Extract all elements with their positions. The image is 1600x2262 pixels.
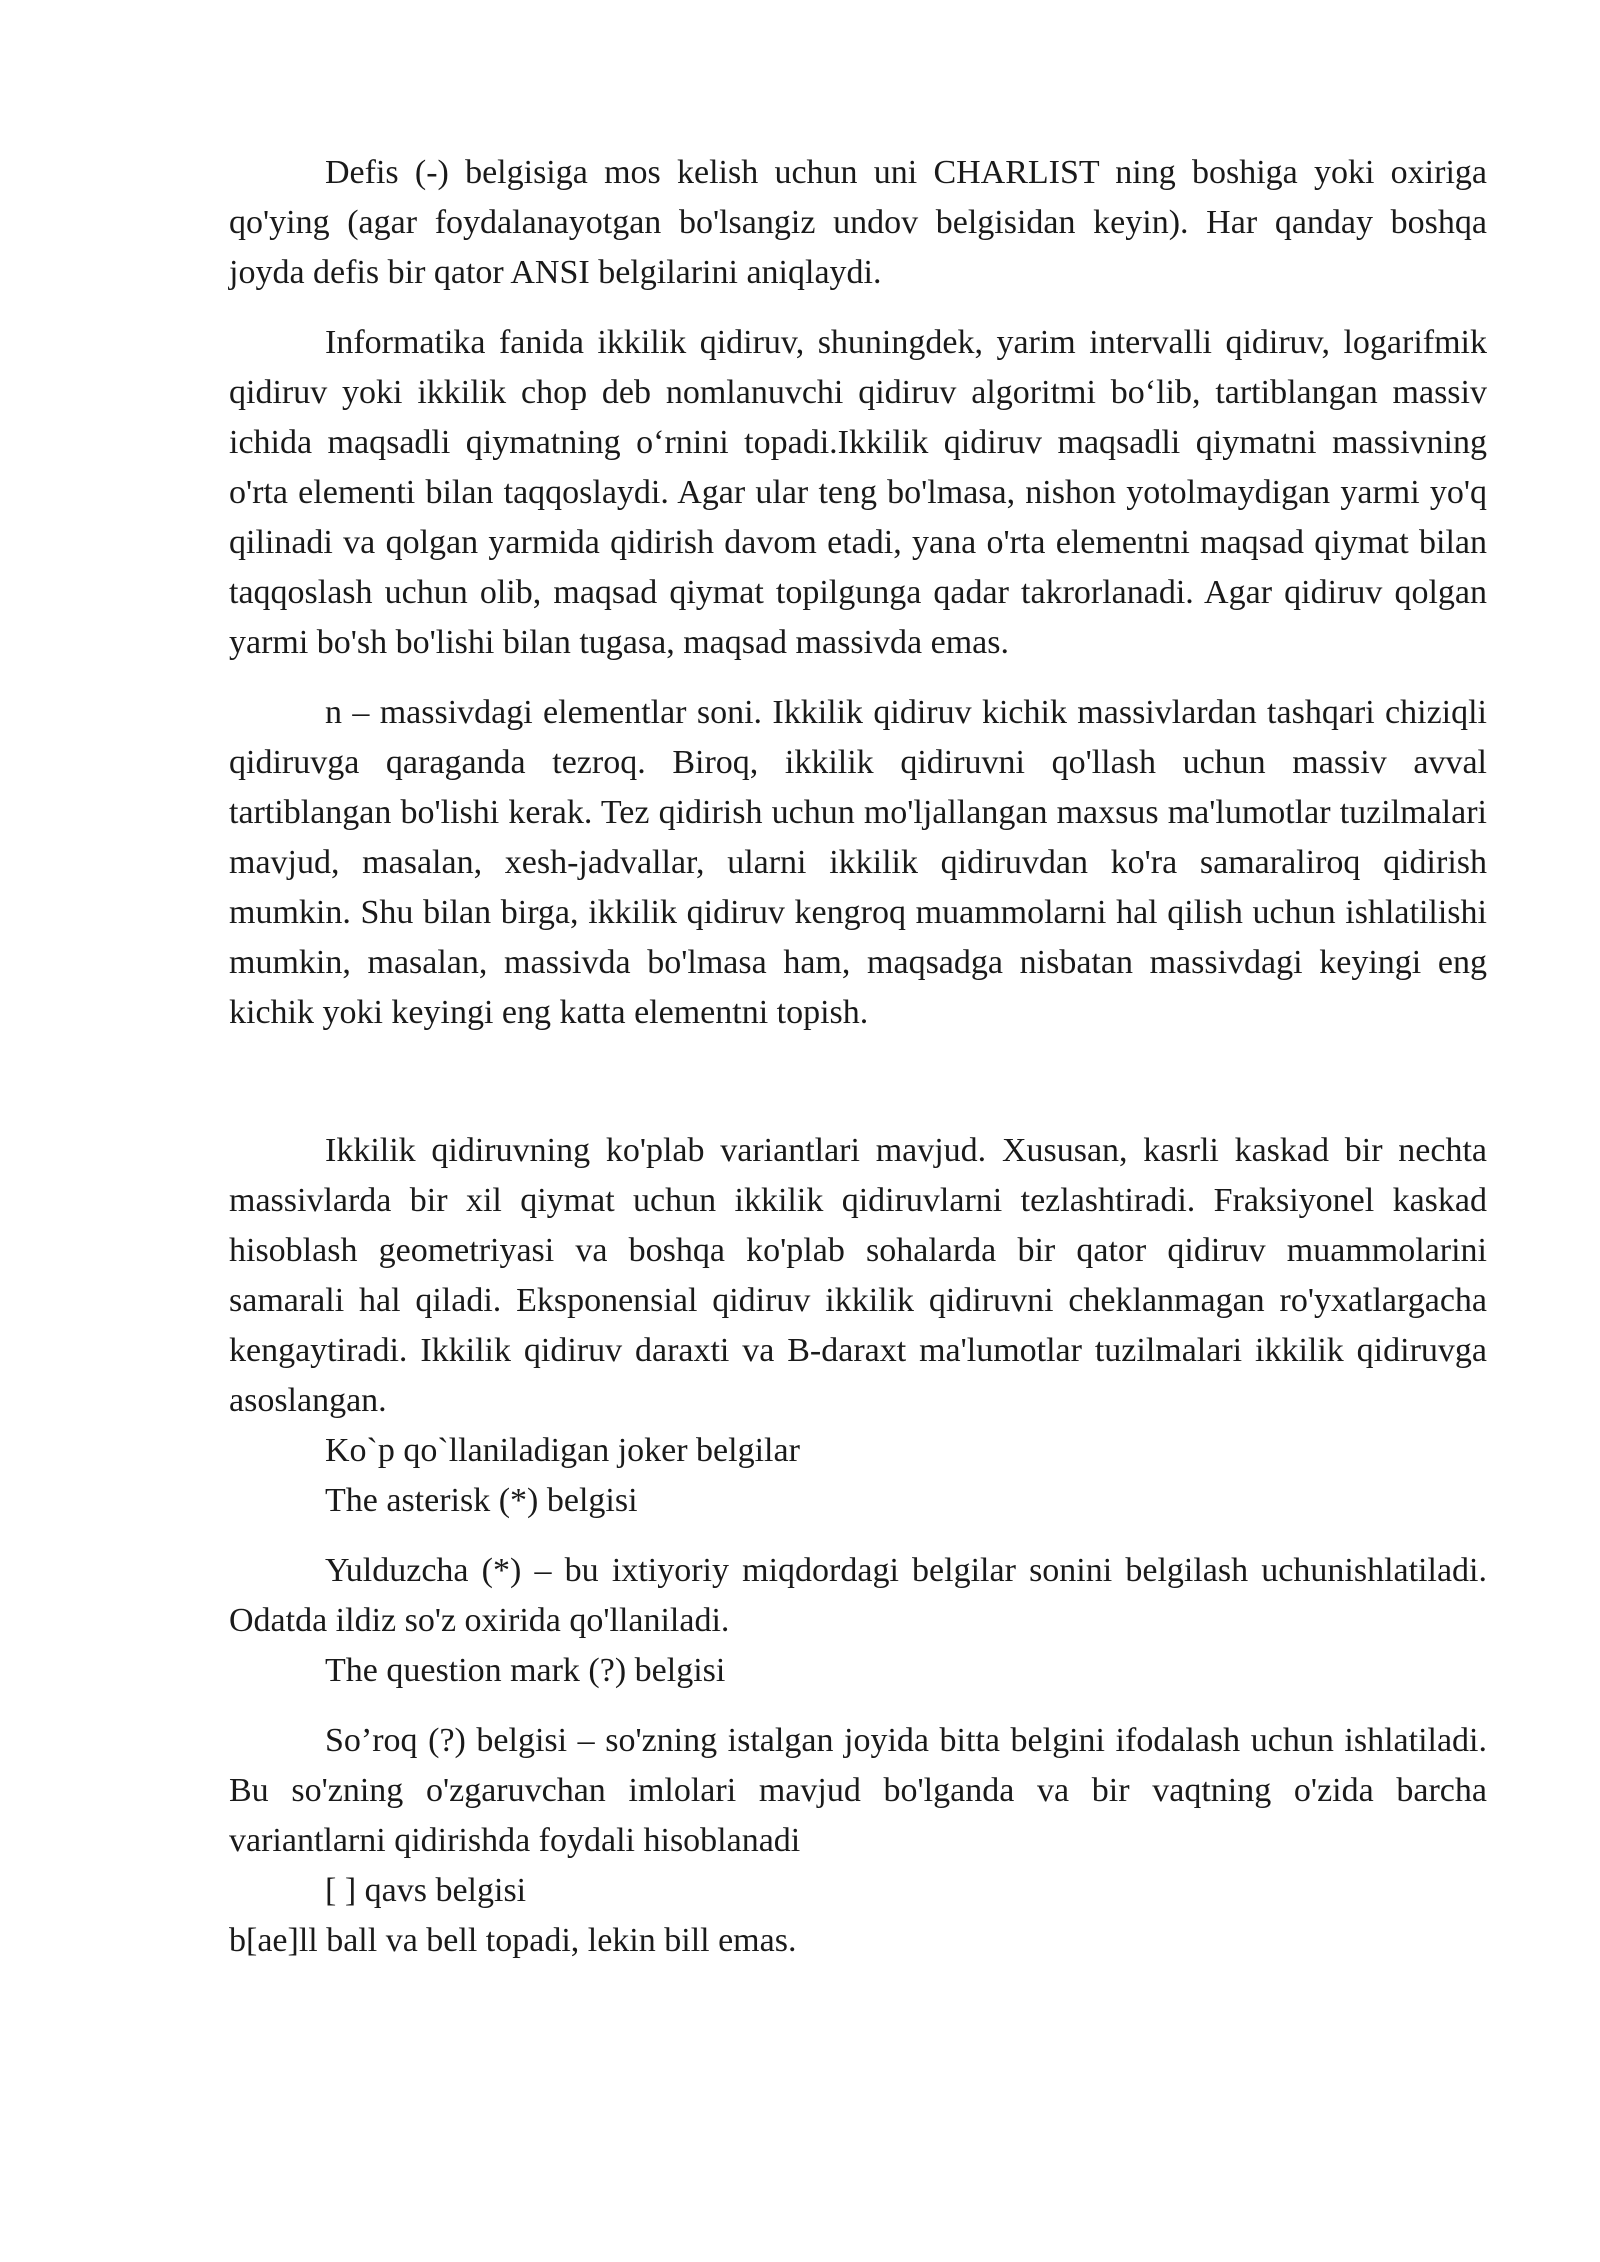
paragraph-array-size: n – massivdagi elementlar soni. Ikkilik qidiruv kichik massivlardan tashqari chiziqli qidiruvga qaraganda tezroq. Biroq, ikkilik qidiruvni qo'llash uchun massiv avval tartiblangan bo'lishi kerak. Tez qidirish uchun mo'ljallangan maxsus ma'lumotlar tuzilmalari mavjud, masalan, xesh-jadvallar, ularni ikkilik qidiruvdan ko'ra samaraliroq qidirish mumkin. Shu bilan birga, ikkilik qidiruv kengroq muammolarni hal qilish uchun ishlatilishi mumkin, masalan, massivda bo'lmasa ham, maqsadga nisbatan massivdagi keyingi eng kichik yoki keyingi eng katta elementni topish. [229,694,1487,1031]
paragraph-question-mark: So’roq (?) belgisi – so'zning istalgan joyida bitta belgini ifodalash uchun ishlatiladi. Bu so'zning o'zgaruvchan imlolari mavjud bo'lganda va bir vaqtning o'zida barcha variantlarni qidirishda foydali hisoblanadi [229,1722,1487,1859]
heading-question-mark: The question mark (?) belgisi [325,1652,726,1689]
document-body [229,148,1487,1966]
paragraph-defis: Defis (-) belgisiga mos kelish uchun uni CHARLIST ning boshiga yoki oxiriga qo'ying (agar foydalanayotgan bo'lsangiz undov belgisidan keyin). Har qanday boshqa joyda defis bir qator ANSI belgilarini aniqlaydi. [229,154,1487,291]
example-brackets: b[ae]ll ball va bell topadi, lekin bill emas. [229,1922,797,1959]
heading-joker-symbols: Ko`p qo`llaniladigan joker belgilar [325,1432,800,1469]
paragraph-binary-search: Informatika fanida ikkilik qidiruv, shuningdek, yarim intervalli qidiruv, logarifmik qidiruv yoki ikkilik chop deb nomlanuvchi qidiruv algoritmi bo‘lib, tartiblangan massiv ichida maqsadli qiymatning o‘rnini topadi.Ikkilik qidiruv maqsadli qiymatni massivning o'rta elementi bilan taqqoslaydi. Agar ular teng bo'lmasa, nishon yotolmaydigan yarmi yo'q qilinadi va qolgan yarmida qidirish davom etadi, yana o'rta elementni maqsad qiymat bilan taqqoslash uchun olib, maqsad qiymat topilgunga qadar takrorlanadi. Agar qidiruv qolgan yarmi bo'sh bo'lishi bilan tugasa, maqsad massivda emas. [229,324,1487,661]
paragraph-variants: Ikkilik qidiruvning ko'plab variantlari mavjud. Xususan, kasrli kaskad bir nechta massivlarda bir xil qiymat uchun ikkilik qidiruvlarni tezlashtiradi. Fraksiyonel kaskad hisoblash geometriyasi va boshqa ko'plab sohalarda bir qator qidiruv muammolarini samarali hal qiladi. Eksponensial qidiruv ikkilik qidiruvni cheklanmagan ro'yxatlargacha kengaytiradi. Ikkilik qidiruv daraxti va B-daraxt ma'lumotlar tuzilmalari ikkilik qidiruvga asoslangan. [229,1132,1487,1419]
heading-asterisk: The asterisk (*) belgisi [325,1482,638,1519]
paragraph-asterisk: Yulduzcha (*) – bu ixtiyoriy miqdordagi belgilar sonini belgilash uchunishlatiladi. Odatda ildiz so'z oxirida qo'llaniladi. [229,1552,1487,1639]
heading-brackets: [ ] qavs belgisi [325,1872,527,1909]
